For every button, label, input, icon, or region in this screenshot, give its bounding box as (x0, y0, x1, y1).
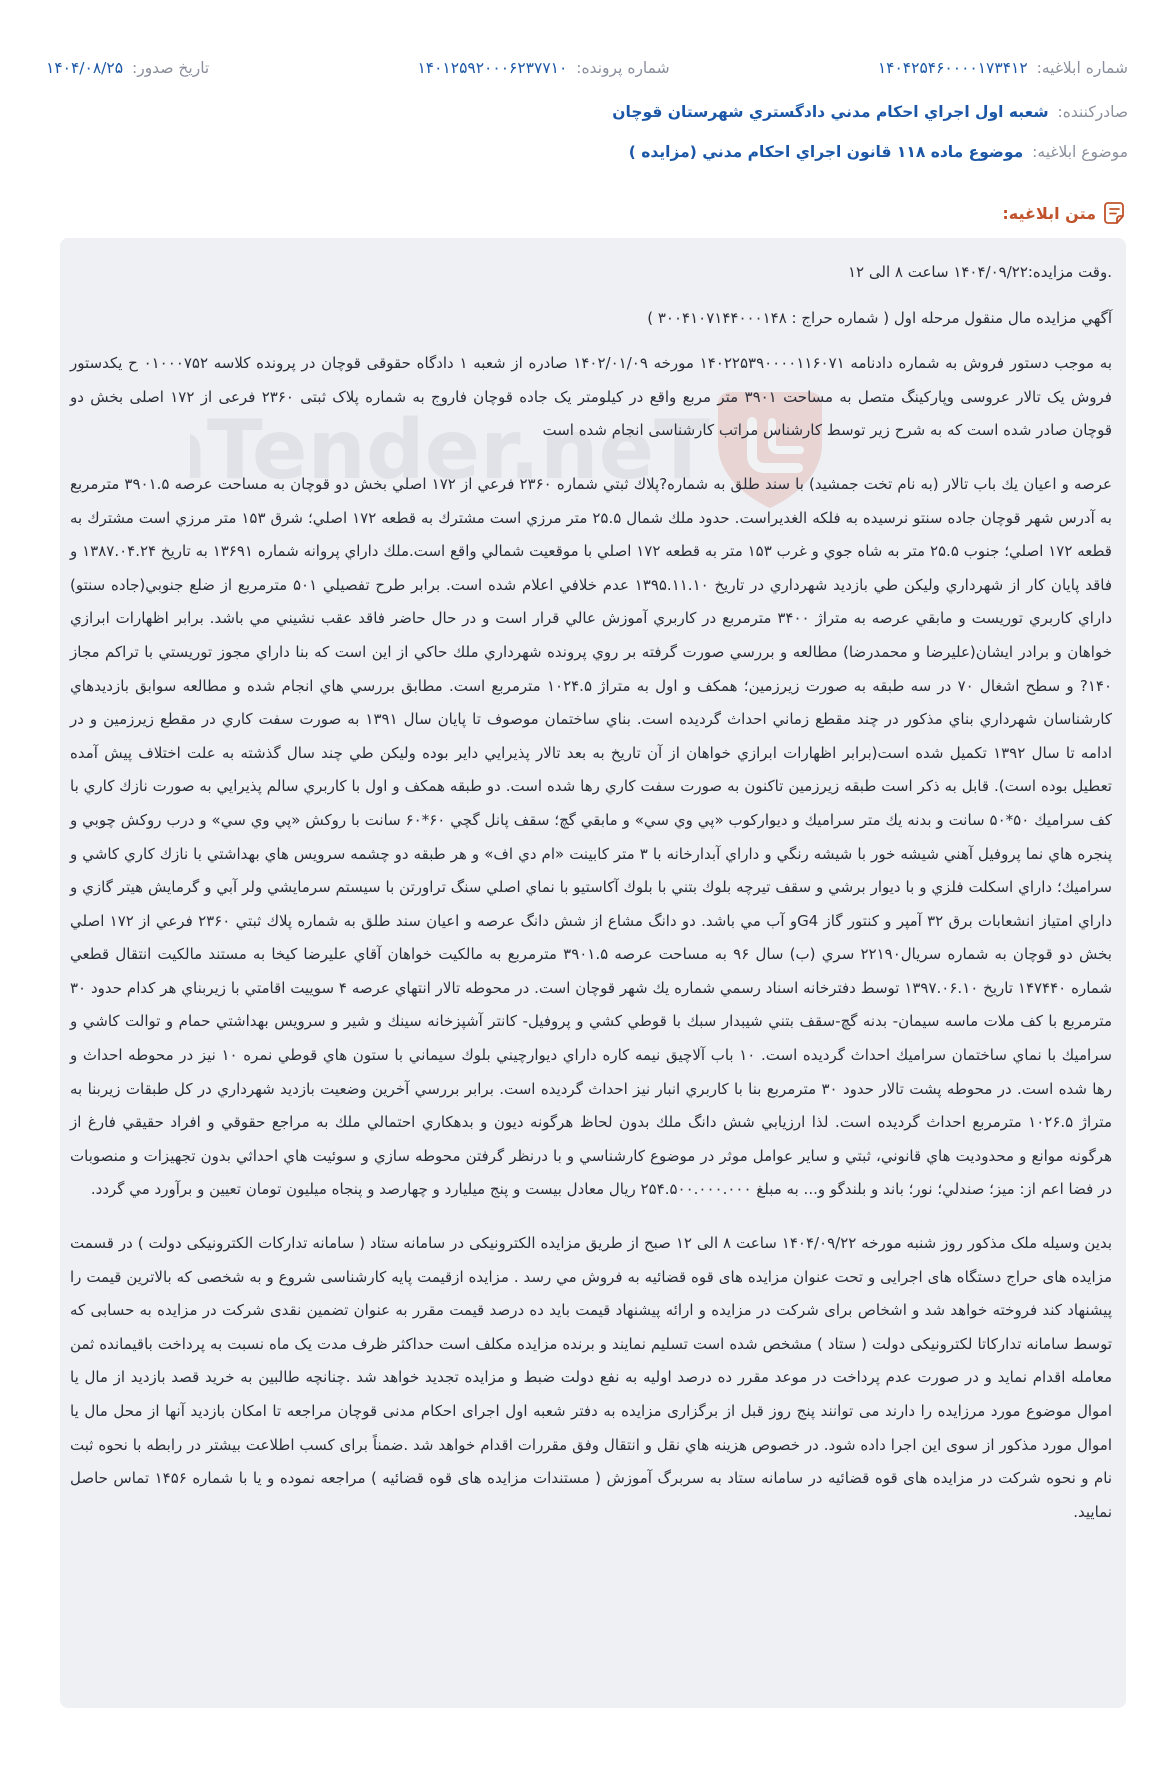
property-description-paragraph: عرصه و اعيان يك باب تالار (به نام تخت جمشيد) با سند طلق به شماره?پلاك ثبتي شماره ۲۳۶۰ فرعي از ۱۷۲ اصلي بخش دو قوچان به مساحت عرصه ۳۹۰۱.۵ مترمربع به آدرس شهر قوچان جاده سنتو نرسيده به فلكه الغديراست. حدود ملك شمال ۲۵.۵ متر مرزي است مشترك به قطعه ۱۷۲ اصلي؛ شرق ۱۵۳ متر مرزي است مشترك به قطعه ۱۷۲ اصلي؛ جنوب ۲۵.۵ متر به شاه جوي و غرب ۱۵۳ متر به قطعه ۱۷۲ اصلي با موقعيت شمالي واقع است.ملك داراي پروانه شماره ۱۳۶۹۱ به تاريخ ۱۳۸۷.۰۴.۲۴ و فاقد پايان كار از شهرداري وليكن طي بازديد شهرداري در تاريخ ۱۳۹۵.۱۱.۱۰ عدم خلافي اعلام شده است. برابر طرح تفصيلي ۵۰۱ مترمربع از ضلع جنوبي(جاده سنتو) داراي كاربري توريست و مابقي عرصه به متراژ ۳۴۰۰ مترمربع در كاربري آموزش عالي قرار است و در حال حاضر فاقد عقب نشيني مي باشد. برابر اظهارات ابرازي خواهان و برادر ايشان(عليرضا و محمدرضا) مطالعه و بررسي صورت گرفته بر روي پرونده شهرداري ملك حاكي از اين است كه بنا داراي مجوز توريستي با تراكم مجاز ۱۴۰? و سطح اشغال ۷۰ در سه طبقه به صورت زيرزمين؛ همكف و اول به متراژ ۱۰۲۴.۵ مترمربع است. مطابق بررسي هاي انجام شده و مطالعه سوابق بازديدهاي كارشناسان شهرداري بناي مذكور در چند مقطع زماني احداث گرديده است. بناي ساختمان موصوف تا پايان سال ۱۳۹۱ به صورت سفت كاري در مقطع زيرزمين و در ادامه تا سال ۱۳۹۲ تكميل شده است(برابر اظهارات ابرازي خواهان از آن تاريخ به بعد تالار پذيرايي داير بوده وليكن طي چند سال گذشته به علت اختلاف پيش آمده تعطيل بوده است). قابل به ذكر است طبقه زيرزمين تاكنون به صورت سفت كاري رها شده است. دو طبقه همكف و اول با كاربري سالم پذيرايي به صورت نازك كاري با كف سراميك ۵۰*۵۰ سانت و بدنه يك متر سراميك و ديواركوب «پي وي سي» و مابقي گچ؛ سقف پانل گچي ۶۰*۶۰ سانت با روكش «پي وي سي» و درب روكش چوبي و پنجره هاي نما پروفيل آهني شيشه خور با شيشه رنگي و داراي آبدارخانه با ۳ متر كابينت «ام دي اف» و هر طبقه دو چشمه سرويس هاي بهداشتي با نازك كاري كاشي و سراميك؛ داراي اسكلت فلزي و با ديوار برشي و سقف تيرچه بلوك بتني با بلوك آكاستيو با نماي اصلي سنگ تراورتن با سيستم سرمايشي ولر آبي و گرمايش هيتر گازي و داراي امتياز انشعابات برق ۳۲ آمپر و كنتور گاز G4و آب مي باشد. دو دانگ مشاع از شش دانگ عرصه و اعيان سند طلق به شماره پلاك ثبتي ۲۳۶۰ فرعي از ۱۷۲ اصلي بخش دو قوچان به شماره سريال۲۲۱۹۰ سري (ب) سال ۹۶ به مساحت عرصه ۳۹۰۱.۵ مترمربع به مالكيت خواهان آقاي عليرضا كيخا به مستند مالكيت انتقال قطعي شماره ۱۴۷۴۴۰ تاريخ ۱۳۹۷.۰۶.۱۰ توسط دفترخانه اسناد رسمي شماره يك شهر قوچان است. در محوطه تالار انتهاي عرصه ۴ سوييت اقامتي با زيربناي هر كدام حدود ۳۰ مترمربع با كف ملات ماسه سيمان- بدنه گچ-سقف بتني شيبدار سبك با قوطي كشي و پروفيل- كانتر آشپزخانه سينك و شير و سرويس بهداشتي حمام و توالت كاشي و سراميك با نماي ساختمان سراميك احداث گرديده است. ۱۰ باب آلاچيق نيمه كاره داراي ديوارچيني بلوك سيماني با ستون هاي قوطي نمره ۱۰ نيز در محوطه احداث و رها شده است. در محوطه پشت تالار حدود ۳۰ مترمربع بنا با كاربري انبار نيز احداث گرديده است. برابر بررسي آخرين وضعيت بازديد شهرداري در كل طبقات زيربنا به متراژ ۱۰۲۶.۵ مترمربع احداث گرديده است. لذا ارزيابي شش دانگ ملك بدون لحاظ هرگونه ديون و بدهكاري احتمالي ملك به مراجع حقوقي و افراد حقيقي فارغ از هرگونه موانع و محدوديت هاي قانوني، ثبتي و ساير عوامل موثر در موضوع كارشناسي و با درنظر گرفتن محوطه سازي و سوئيت هاي احداثي بدون تجهيزات و منصوبات در فضا اعم از: ميز؛ صندلي؛ نور؛ باند و بلندگو و... به مبلغ ۲۵۴.۵۰۰.۰۰۰.۰۰۰ ريال معادل بيست و پنج ميليارد و چهارصد و پنجاه ميليون تومان تعيين و برآورد مي گردد. (70, 474, 1113, 1199)
case-number-label: شماره پرونده: (576, 59, 670, 77)
subject-label: موضوع ابلاغیه: (1032, 143, 1128, 161)
auction-time-paragraph: .وقت مزایده:۱۴۰۴/۰۹/۲۲ ساعت ۸ الی ۱۲ (847, 263, 1112, 281)
auction-terms-paragraph: بدین وسیله ملک مذکور روز شنبه مورخه ۱۴۰۴/۰۹/۲۲ ساعت ۸ الی ۱۲ صبح از طریق مزایده الکترونیکی در سامانه ستاد ( سامانه تدارکات الکترونیکی دولت ) در قسمت مزایده های حراج دستگاه های اجرایی و تحت عنوان مزایده های قوه قضائیه به فروش مي رسد . مزایده ازقیمت پایه کارشناسی شروع و به شخصی که بالاترین قیمت را پیشنهاد کند فروخته خواهد شد و اشخاص برای شرکت در مزایده و ارائه پیشنهاد قیمت باید ده درصد قیمت مقرر به عنوان تضمین نقدی شرکت در مزایده به حسابی که توسط سامانه تدارکاتا لکترونیکی دولت ( ستاد ) مشخص شده است تسلیم نمایند و برنده مزایده مکلف است حداکثر ظرف مدت یک ماه نسبت به پرداخت باقیمانده ثمن معامله اقدام نماید و در صورت عدم پرداخت در موعد مقرر ده درصد اولیه به نفع دولت ضبط و مزایده تجدید خواهد شد .چنانچه طالبین به خرید قصد بازدید از مال یا اموال موضوع مورد مرزایده را دارند می توانند پنج روز قبل از برگزاری مزایده به دفتر شعبه اول اجرای احکام مدنی قوچان مراجعه تا امکان بازدید آنها از محل مال یا اموال مورد مذکور از سوی این اجرا داده شود. در خصوص هزينه هاي نقل و انتقال وفق مقررات اقدام خواهد شد .ضمناً برای کسب اطلاعت بیشتر در رابطه با نحوه ثبت نام و نحوه شرکت در مزایده های قوه قضائیه در سامانه ستاد به سربرگ آموزش ( مستندات مزایده های قوه قضائیه ) مراجعه نموده و یا با شماره ۱۴۵۶ تماس حاصل نمایید. (70, 1234, 1113, 1521)
issue-date (46, 59, 209, 77)
notice-body (70, 256, 1112, 1549)
notice-number-value: ۱۴۰۴۲۵۴۶۰۰۰۰۱۷۳۴۱۲ (877, 59, 1028, 77)
notice-number (878, 59, 1128, 77)
subject-value: موضوع ماده ۱۱۸ قانون اجراي احكام مدني (مزايده ) (628, 143, 1024, 161)
case-number-value: ۱۴۰۱۲۵۹۲۰۰۰۶۲۳۷۷۱۰ (417, 59, 568, 77)
subject-line (629, 138, 1128, 166)
notice-meta-row (46, 54, 1128, 82)
issue-date-value: ۱۴۰۴/۰۸/۲۵ (46, 59, 124, 77)
case-number (417, 59, 669, 77)
notice-text-title: متن ابلاغیه: (1002, 203, 1096, 223)
notice-number-label: شماره ابلاغیه: (1036, 59, 1128, 77)
issuer-value: شعبه اول اجراي احكام مدني دادگستري شهرستان قوچان (612, 103, 1049, 121)
notice-header (0, 0, 1174, 190)
sale-order-paragraph: به موجب دستور فروش به شماره دادنامه ۱۴۰۲۲۵۳۹۰۰۰۰۱۱۶۰۷۱ مورخه ۱۴۰۲/۰۱/۰۹ صادره از شعبه ۱ دادگاه حقوقی قوچان در پرونده کلاسه ۰۱۰۰۰۷۵۲ ح یکدستور فروش یک تالار عروسی وپارکینگ متصل به مساحت ۳۹۰۱ متر مربع واقع در کیلومتر یک جاده قوچان فاروج به شماره پلاک ثبتی ۲۳۶۰ فرعی از ۱۷۲ اصلی بخش دو قوچان صادر شده است که به شرح زیر توسط کارشناس مراتب کارشناسی انجام شده است (70, 354, 1113, 440)
issue-date-label: تاریخ صدور: (131, 59, 210, 77)
issuer-line (612, 98, 1128, 126)
notice-text-heading (1002, 198, 1128, 228)
auction-title-paragraph: آگهي مزايده مال منقول مرحله اول ( شماره حراج : ۳۰۰۴۱۰۷۱۴۴۰۰۰۱۴۸ ) (647, 308, 1112, 327)
document-text-icon (1102, 200, 1128, 226)
issuer-label: صادرکننده: (1057, 103, 1128, 121)
